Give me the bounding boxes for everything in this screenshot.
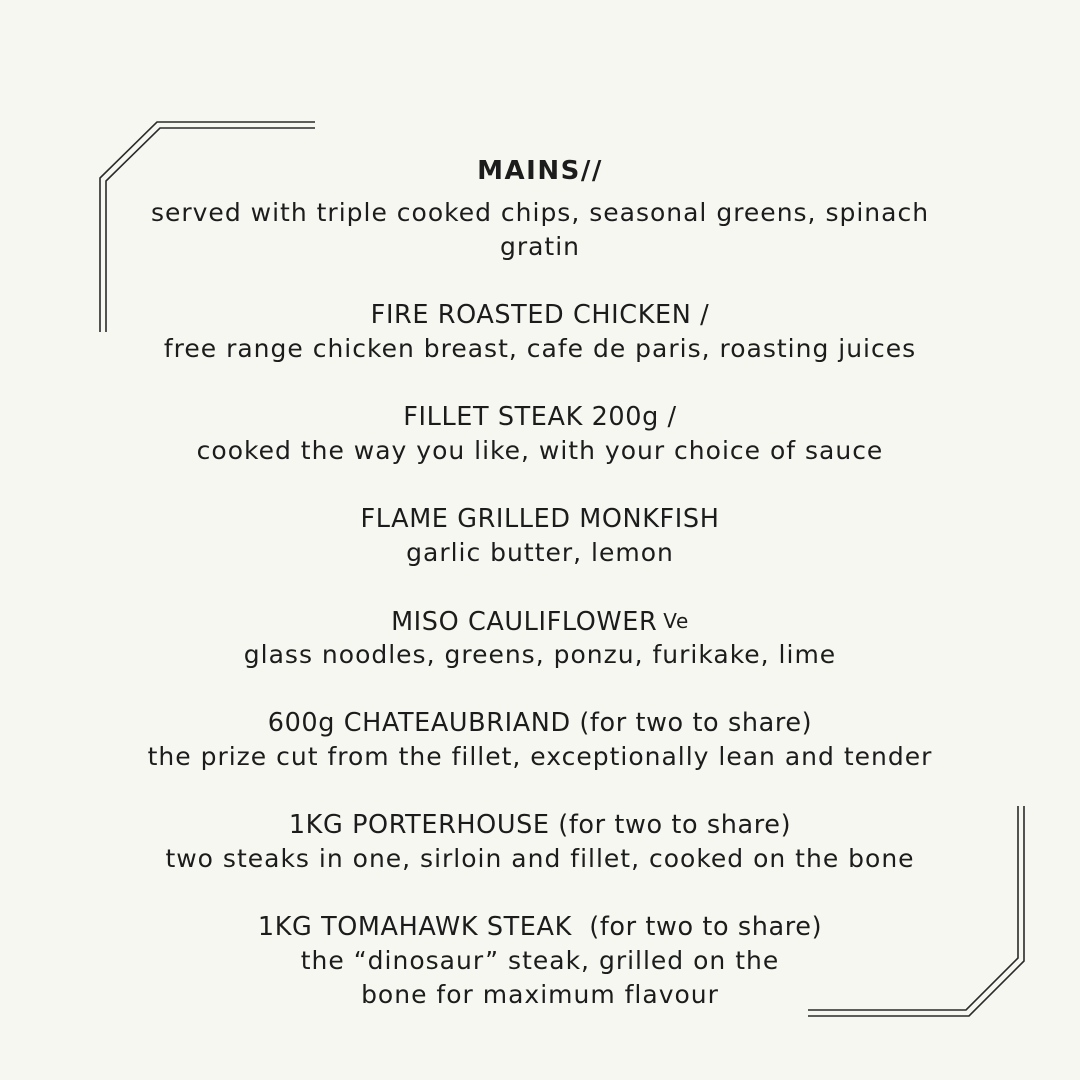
dish-description: cooked the way you like, with your choice of sauce (196, 436, 884, 465)
vegan-icon: Ve (663, 609, 689, 633)
dish-name: FIRE ROASTED CHICKEN / (370, 300, 710, 330)
dish-description: glass noodles, greens, ponzu, furikake, lime (243, 640, 837, 669)
dish-name: 600g CHATEAUBRIAND (for two to share) (267, 708, 813, 738)
dish-description: free range chicken breast, cafe de paris, roasting juices (163, 334, 917, 363)
dish-description: two steaks in one, sirloin and fillet, cooked on the bone (165, 844, 915, 873)
dish-description: the prize cut from the fillet, exceptionally lean and tender (147, 742, 933, 771)
dish-name: 1KG TOMAHAWK STEAK (for two to share) (257, 912, 823, 942)
dish-name-row (140, 604, 940, 639)
menu-heading: MAINS// (477, 156, 603, 186)
intro-line: served with triple cooked chips, seasonal greens, spinach (150, 198, 930, 227)
intro-line: gratin (499, 232, 581, 261)
dish-name: FLAME GRILLED MONKFISH (360, 504, 720, 534)
dish-description: garlic butter, lemon (406, 538, 674, 567)
dish-name: 1KG PORTERHOUSE (for two to share) (288, 810, 792, 840)
dish-name: FILLET STEAK 200g / (403, 402, 677, 432)
dish-name: MISO CAULIFLOWER (391, 607, 658, 637)
dish-description: bone for maximum flavour (361, 980, 719, 1009)
dish-description: the “dinosaur” steak, grilled on the (300, 946, 780, 975)
